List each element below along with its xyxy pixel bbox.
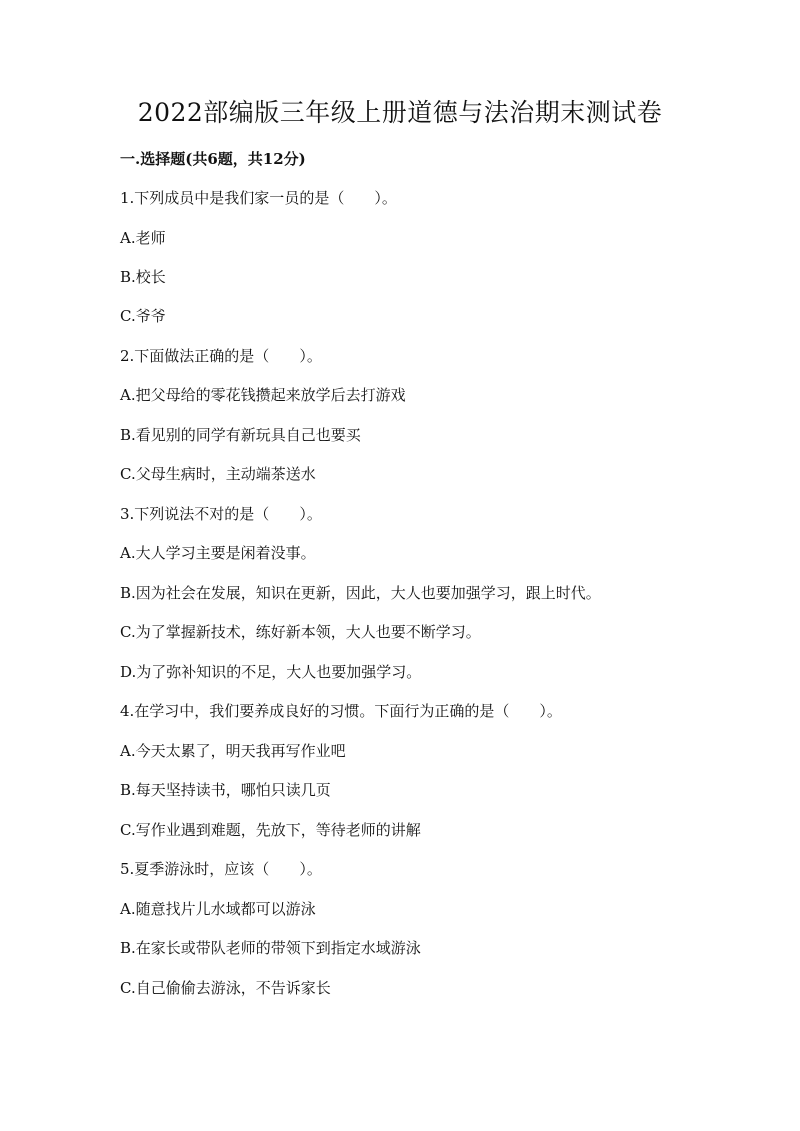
answer-option: A.今天太累了，明天我再写作业吧 — [120, 742, 346, 760]
answer-option: A.老师 — [120, 229, 166, 247]
answer-option: B.校长 — [120, 268, 166, 286]
answer-option: C.为了掌握新技术，练好新本领，大人也要不断学习。 — [120, 623, 481, 641]
answer-option: A.大人学习主要是闲着没事。 — [120, 544, 316, 562]
answer-option: D.为了弥补知识的不足，大人也要加强学习。 — [120, 663, 422, 681]
question-stem: 3.下列说法不对的是（ ）。 — [120, 505, 322, 523]
answer-option: A.把父母给的零花钱攒起来放学后去打游戏 — [120, 386, 406, 404]
answer-option: B.因为社会在发展，知识在更新，因此，大人也要加强学习，跟上时代。 — [120, 584, 601, 602]
section-heading: 一.选择题(共6题，共12分) — [120, 150, 306, 168]
answer-option: B.每天坚持读书，哪怕只读几页 — [120, 781, 331, 799]
answer-option: C.爷爷 — [120, 307, 166, 325]
answer-option: B.在家长或带队老师的带领下到指定水域游泳 — [120, 939, 421, 957]
answer-option: C.自己偷偷去游泳，不告诉家长 — [120, 979, 331, 997]
exam-title: 2022部编版三年级上册道德与法治期末测试卷 — [137, 98, 663, 127]
question-stem: 4.在学习中，我们要养成良好的习惯。下面行为正确的是（ ）。 — [120, 702, 562, 720]
answer-option: C.写作业遇到难题，先放下，等待老师的讲解 — [120, 821, 421, 839]
answer-option: A.随意找片儿水域都可以游泳 — [120, 900, 316, 918]
question-stem: 5.夏季游泳时，应该（ ）。 — [120, 860, 322, 878]
answer-option: C.父母生病时，主动端茶送水 — [120, 465, 316, 483]
question-stem: 1.下列成员中是我们家一员的是（ ）。 — [120, 189, 397, 207]
answer-option: B.看见别的同学有新玩具自己也要买 — [120, 426, 361, 444]
question-stem: 2.下面做法正确的是（ ）。 — [120, 347, 322, 365]
